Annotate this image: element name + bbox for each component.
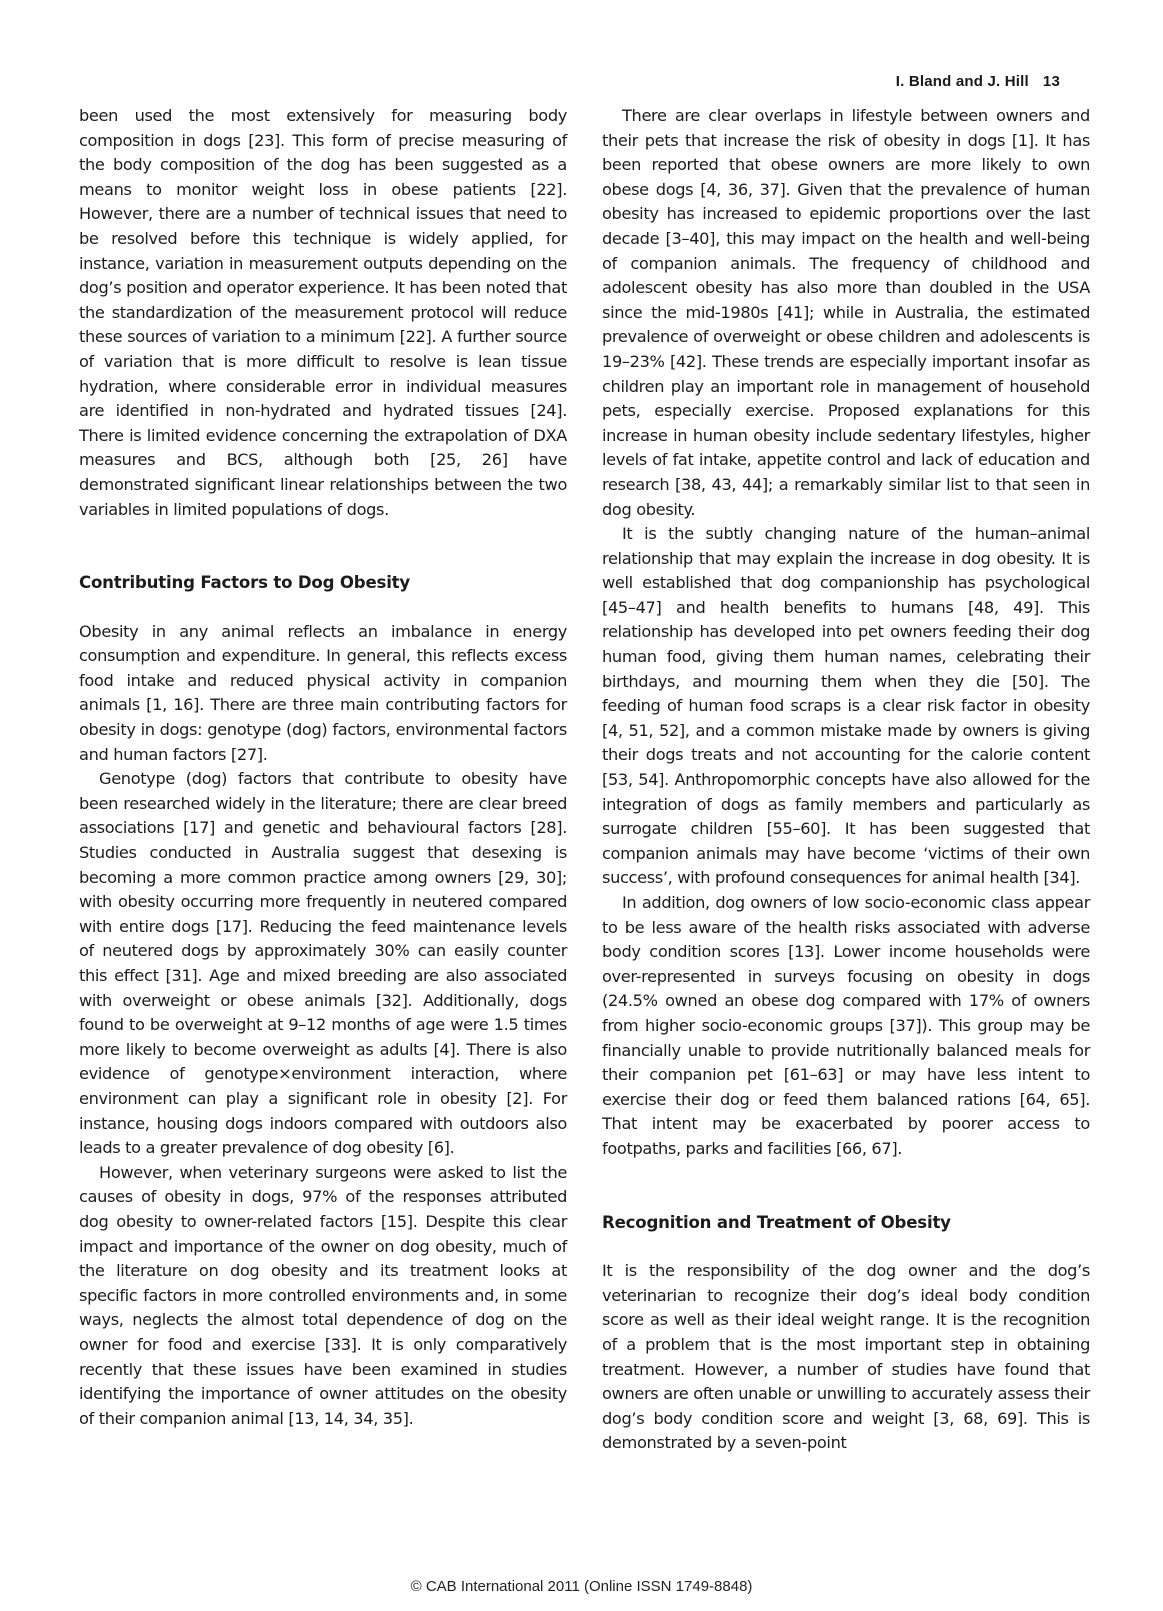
paragraph: been used the most extensively for measuring body composition in dogs [23]. This form of precise measuring of the body composition of the dog has been suggested as a means to monitor weight loss in obese patients [22]. However, there are a number of technical issues that need to be resolved before this technique is widely applied, for instance, variation in measurement outputs depending on the dog’s position and operator experience. It has been noted that the standardization of the measurement protocol will reduce these sources of variation to a minimum [22]. A further source of variation that is more difficult to resolve is lean tissue hydration, where considerable error in individual measures are identified in non-hydrated and hydrated tissues [24]. There is limited evidence concerning the extrapolation of DXA measures and BCS, although both [25, 26] have demonstrated significant linear relationships between the two variables in limited populations of dogs. — [79, 106, 567, 519]
paragraph: It is the subtly changing nature of the human–animal relationship that may explain the increase in dog obesity. It is well established that dog companionship has psychological [45–47] and health benefits to humans [48, 49]. This relationship has developed into pet owners feeding their dog human food, giving them human names, celebrating their birthdays, and mourning them when they die [50]. The feeding of human food scraps is a clear risk factor in obesity [4, 51, 52], and a common mistake made by owners is giving their dogs treats and not accounting for the calorie content [53, 54]. Anthropomorphic concepts have also allowed for the integration of dogs as family members and particularly as surrogate children [55–60]. It has been suggested that companion animals may have become ‘victims of their own success’, with profound consequences for animal health [34]. — [602, 524, 1090, 888]
left-column — [79, 104, 567, 1431]
page-number: 13 — [1042, 73, 1060, 90]
footer-copyright: © CAB International 2011 (Online ISSN 1749-8848) — [410, 1578, 753, 1595]
paragraph: It is the responsibility of the dog owner and the dog’s veterinarian to recognize their dog’s ideal body condition score as well as their ideal weight range. It is the recognition of a problem that is the most important step in obtaining treatment. However, a number of studies have found that owners are often unable or unwilling to accurately assess their dog’s body condition score and weight [3, 68, 69]. This is demonstrated by a seven-point — [602, 1261, 1090, 1453]
paragraph: Genotype (dog) factors that contribute to obesity have been researched widely in the literature; there are clear breed associations [17] and genetic and behavioural factors [28]. Studies conducted in Australia suggest that desexing is becoming a more common practice among owners [29, 30]; with obesity occurring more frequently in neutered compared with entire dogs [17]. Reducing the feed maintenance levels of neutered dogs by approximately 30% can easily counter this effect [31]. Age and mixed breeding are also associated with overweight or obese animals [32]. Additionally, dogs found to be overweight at 9–12 months of age were 1.5 times more likely to become overweight as adults [4]. There is also evidence of genotype×environment interaction, where environment can play a significant role in obesity [2]. For instance, housing dogs indoors compared with outdoors also leads to a greater prevalence of dog obesity [6]. — [79, 769, 567, 1158]
paragraph: There are clear overlaps in lifestyle between owners and their pets that increase the risk of obesity in dogs [1]. It has been reported that obese owners are more likely to own obese dogs [4, 36, 37]. Given that the prevalence of human obesity has increased to epidemic proportions over the last decade [3–40], this may impact on the health and well-being of companion animals. The frequency of childhood and adolescent obesity has also more than doubled in the USA since the mid-1980s [41]; while in Australia, the estimated prevalence of overweight or obese children and adolescents is 19–23% [42]. These trends are especially important insofar as children play an important role in management of household pets, especially exercise. Proposed explanations for this increase in human obesity include sedentary lifestyles, higher levels of fat intake, appetite control and lack of education and research [38, 43, 44]; a remarkably similar list to that seen in dog obesity. — [602, 106, 1090, 519]
section-heading-contributing-factors: Contributing Factors to Dog Obesity — [79, 573, 411, 593]
running-head-authors: I. Bland and J. Hill — [895, 73, 1029, 90]
paragraph: Obesity in any animal reflects an imbalance in energy consumption and expenditure. In general, this reflects excess food intake and reduced physical activity in companion animals [1, 16]. There are three main contributing factors for obesity in dogs: genotype (dog) factors, environmental factors and human factors [27]. — [79, 621, 567, 764]
running-head — [896, 73, 1060, 90]
section-heading-recognition-treatment: Recognition and Treatment of Obesity — [602, 1212, 951, 1232]
paragraph: However, when veterinary surgeons were asked to list the causes of obesity in dogs, 97% of the responses attributed dog obesity to owner-related factors [15]. Despite this clear impact and importance of the owner on dog obesity, much of the literature on dog obesity and its treatment looks at specific factors in more controlled environments and, in some ways, neglects the almost total dependence of dog on the owner for food and exercise [33]. It is only comparatively recently that these issues have been examined in studies identifying the importance of owner attitudes on the obesity of their companion animal [13, 14, 34, 35]. — [79, 1162, 567, 1428]
paragraph: In addition, dog owners of low socio-economic class appear to be less aware of the health risks associated with adverse body condition scores [13]. Lower income households were over-represented in surveys focusing on obesity in dogs (24.5% owned an obese dog compared with 17% of owners from higher socio-economic groups [37]). This group may be financially unable to provide nutritionally balanced meals for their companion pet [61–63] or may have less intent to exercise their dog or feed them balanced rations [64, 65]. That intent may be exacerbated by poorer access to footpaths, parks and facilities [66, 67]. — [602, 893, 1090, 1158]
right-column — [602, 104, 1090, 1456]
